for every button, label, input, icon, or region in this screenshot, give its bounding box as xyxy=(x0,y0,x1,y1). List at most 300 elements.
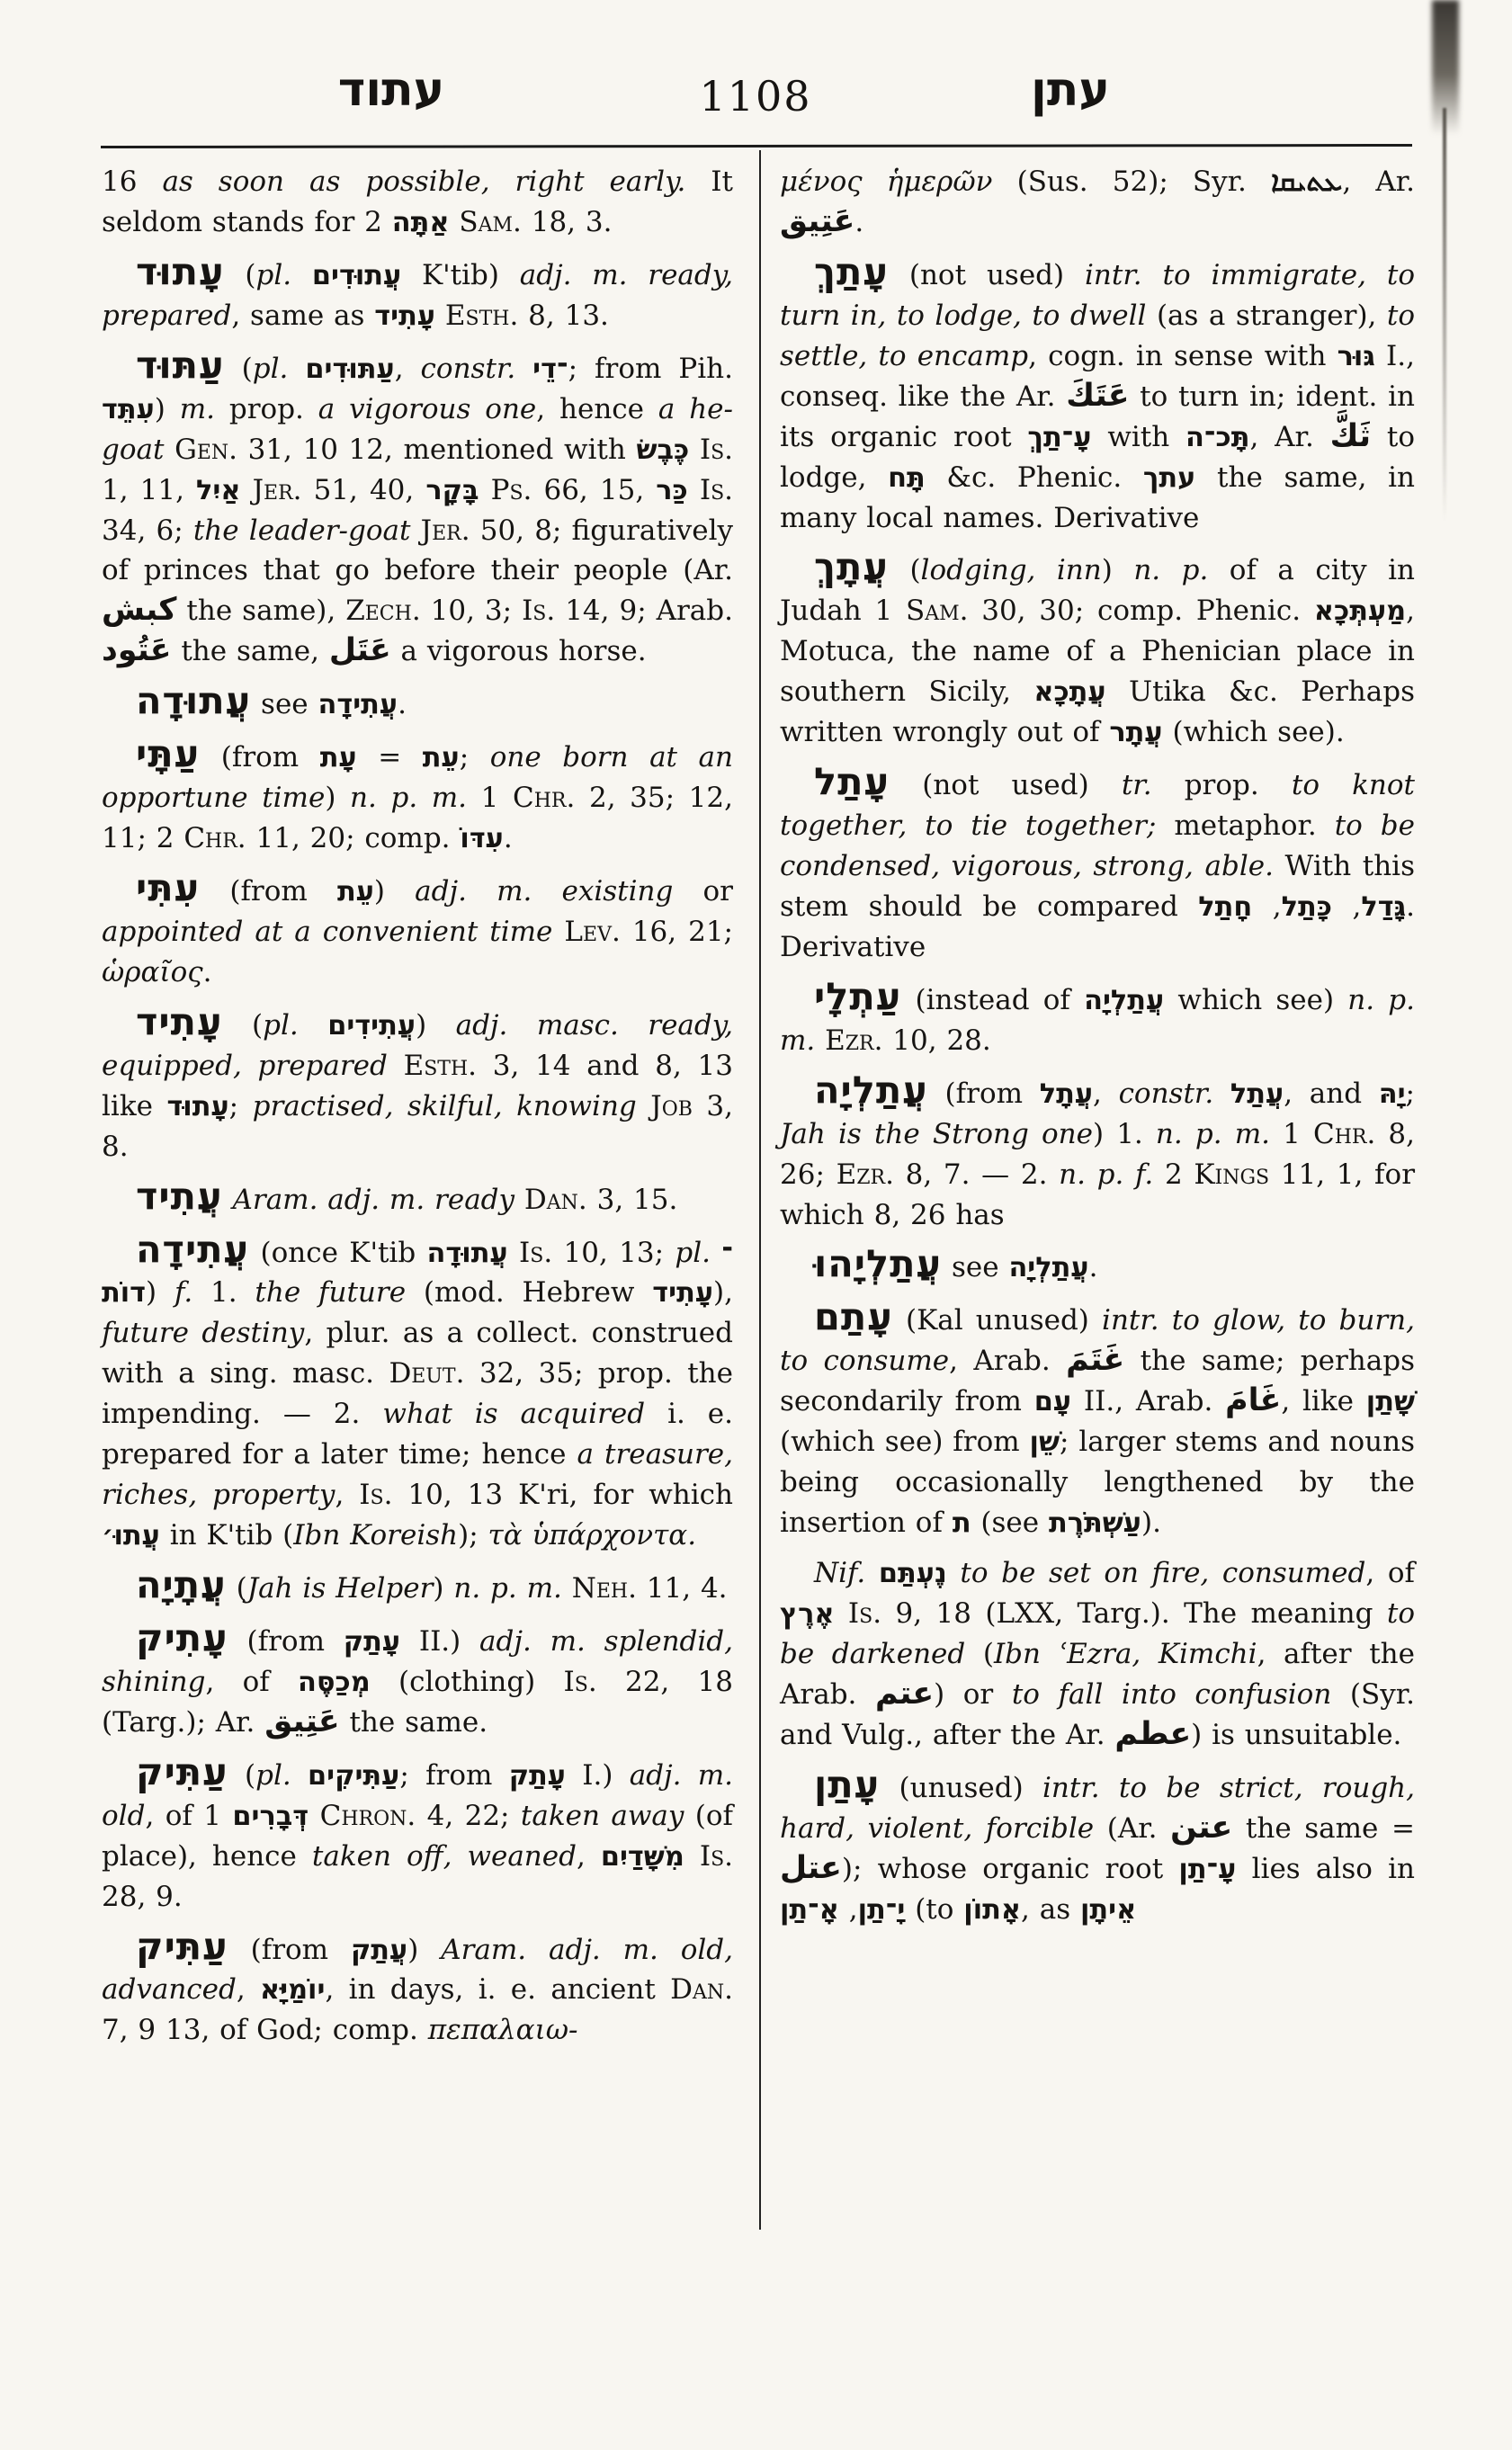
body-text: , xyxy=(1331,890,1362,923)
body-text: which see) xyxy=(1164,983,1348,1016)
body-text: i. e. prepared for a later time; hence xyxy=(102,1398,733,1471)
scripture-ref: Jer. xyxy=(420,514,470,547)
scripture-ref: Is. xyxy=(519,1236,553,1269)
page-number: 1108 xyxy=(699,72,812,121)
body-text xyxy=(388,1050,404,1082)
hebrew-word: עָתוּד xyxy=(166,1090,229,1122)
body-text xyxy=(865,1557,879,1589)
column-divider xyxy=(759,150,761,2230)
body-text: I.) xyxy=(566,1758,630,1792)
hebrew-headword: עַתִּיק xyxy=(136,1748,228,1793)
hebrew-word: עֲתִידָה xyxy=(318,689,398,721)
body-text: with xyxy=(1091,420,1186,453)
body-text: ) xyxy=(416,1008,456,1042)
body-text: 10, 13 K'ri, for which xyxy=(392,1479,733,1512)
body-text: . xyxy=(503,822,513,855)
hebrew-word: כֶּבֶשׂ xyxy=(636,434,690,466)
hebrew-word: חָתַל xyxy=(1198,890,1253,923)
body-text: K'tib) xyxy=(401,258,520,291)
hebrew-word: ת xyxy=(952,1507,971,1540)
hebrew-headword: עָתִיד xyxy=(136,998,223,1043)
greek-text: τὰ ὑπάρχοντα. xyxy=(488,1519,697,1552)
hebrew-word: מְכַסֶּה xyxy=(298,1666,371,1698)
scripture-ref: Chr. xyxy=(183,822,246,855)
body-text: to lodge, xyxy=(780,420,1415,494)
hebrew-word: תָּח xyxy=(888,461,926,494)
body-text: to turn in; ident. in its organic root xyxy=(780,380,1415,453)
italic-text: a vigorous one xyxy=(318,392,537,425)
body-text: 11, 1, for which 8, 26 has xyxy=(780,1158,1416,1231)
hebrew-headword: עָתַם xyxy=(814,1294,893,1339)
scripture-ref: Is. xyxy=(699,1839,733,1873)
body-text: 66, 15, xyxy=(532,473,657,506)
scripture-ref: Is. xyxy=(847,1596,882,1630)
body-text: It seldom stands for xyxy=(102,165,734,238)
hebrew-word: עָתִיד xyxy=(374,300,436,332)
scripture-ref: Kings xyxy=(1194,1158,1270,1191)
body-text: , of xyxy=(1365,1557,1415,1589)
body-text: 2 xyxy=(1153,1158,1194,1191)
body-text: (from xyxy=(200,741,320,774)
body-text: Utika &c. Perhaps written wrongly out of xyxy=(780,675,1416,749)
body-text: (of place), hence xyxy=(102,1799,734,1873)
scripture-ref: Chr. xyxy=(513,782,576,815)
body-text: , Ar. xyxy=(1249,420,1330,453)
body-text: ( xyxy=(222,1008,264,1042)
hebrew-word: עַתִּיקִים xyxy=(308,1759,400,1792)
body-text: (from xyxy=(228,1933,351,1966)
scripture-ref: Deut. xyxy=(389,1357,465,1390)
body-text: metaphor. xyxy=(1156,809,1335,843)
dictionary-entry xyxy=(102,993,733,1167)
scripture-ref: Ezr. xyxy=(836,1158,894,1191)
body-text: or xyxy=(673,875,733,908)
italic-text: intr. to glow, to burn, to consume xyxy=(780,1304,1415,1378)
body-text: the same), xyxy=(176,595,346,628)
arabic-word: عتم xyxy=(874,1675,935,1712)
body-text: ) xyxy=(433,1572,454,1605)
scripture-ref: Is. xyxy=(522,595,556,628)
hebrew-word: תָּכ־ה xyxy=(1185,421,1250,453)
hebrew-word: עֲתוּדִים xyxy=(311,259,402,291)
hebrew-word: אַתָּה xyxy=(391,206,450,238)
body-text: , like xyxy=(1281,1385,1366,1418)
scripture-ref: Chron. xyxy=(319,1799,416,1832)
scripture-ref: Is. xyxy=(563,1665,597,1698)
body-text: ) xyxy=(1101,554,1134,587)
italic-text: Nif. xyxy=(814,1557,866,1589)
arabic-word: عتن xyxy=(1170,1809,1233,1846)
arabic-word: غَتَمَ xyxy=(1066,1342,1125,1379)
scripture-ref: Is. xyxy=(359,1479,393,1512)
italic-text: pl. xyxy=(255,1758,291,1792)
dictionary-entry xyxy=(102,336,733,673)
hebrew-headword: עֲתָיָה xyxy=(136,1562,227,1606)
body-text: ) xyxy=(146,1276,174,1310)
italic-text: Ibn Koreish xyxy=(293,1519,459,1552)
hebrew-word: עֲתוּדָה xyxy=(426,1237,508,1269)
body-text: (see xyxy=(971,1507,1049,1540)
body-text: of a city in Judah 1 xyxy=(780,554,1416,628)
body-text: . xyxy=(1088,1251,1098,1284)
body-text: the same. xyxy=(339,1705,488,1739)
body-text xyxy=(479,474,491,506)
greek-text: ὡραῖος xyxy=(102,955,203,988)
hebrew-word: עָת xyxy=(319,742,357,774)
hebrew-headword: עָתַל xyxy=(814,759,890,804)
body-text: 8, 26; xyxy=(780,1117,1416,1191)
hebrew-word: מִשָּׁדַיִם xyxy=(600,1840,684,1873)
hebrew-word: עָ־תַךְ xyxy=(1027,421,1092,453)
scripture-ref: Ezr. xyxy=(825,1024,883,1057)
body-text: (Kal unused) xyxy=(892,1304,1103,1337)
hebrew-word: עֲתִידִים xyxy=(327,1009,416,1042)
body-text: , of xyxy=(145,1799,204,1832)
body-text: II., Arab. xyxy=(1071,1385,1226,1418)
body-text: , xyxy=(576,1839,601,1873)
body-text: &c. Phenic. xyxy=(925,460,1143,494)
body-text: ) xyxy=(154,392,180,425)
arabic-word: ثَكَّ xyxy=(1329,417,1372,454)
left-column xyxy=(102,162,733,2051)
scripture-ref: Esth. xyxy=(444,299,519,332)
body-text: . Derivative xyxy=(780,890,1415,963)
body-text: (clothing) xyxy=(370,1665,564,1698)
italic-text: Jah is Helper xyxy=(246,1572,434,1605)
arabic-word: كبش xyxy=(102,592,177,629)
body-text: 1 xyxy=(1269,1117,1313,1150)
body-text: , same as xyxy=(231,299,375,332)
body-text: = xyxy=(356,741,423,774)
body-text: , xyxy=(335,1479,360,1512)
hebrew-word: עתך xyxy=(1142,461,1196,494)
italic-text: one born at an opportune time xyxy=(102,741,733,815)
header-keyword-left: עתוד xyxy=(337,63,445,117)
body-text xyxy=(164,434,174,466)
body-text: (from xyxy=(927,1077,1040,1110)
italic-text: to fall into confusion xyxy=(1011,1677,1332,1711)
body-text: 10, 13; xyxy=(552,1236,675,1269)
body-text: ( xyxy=(224,352,253,385)
italic-text: to settle, to encamp xyxy=(780,299,1415,372)
scripture-ref: Is. xyxy=(699,473,734,506)
hebrew-word: מַעְתְּכָא xyxy=(1313,595,1407,628)
dictionary-entry xyxy=(102,1221,733,1557)
body-text xyxy=(240,474,252,506)
scripture-ref: Neh. xyxy=(571,1572,637,1605)
right-column xyxy=(780,162,1415,1929)
hebrew-word: יוֹמַיָּא xyxy=(260,1974,326,2007)
body-text: 11, 4. xyxy=(636,1572,728,1605)
italic-text: to be condensed, vigorous, strong, able. xyxy=(780,809,1415,882)
italic-text: m. xyxy=(179,392,216,425)
hebrew-word: עָתַק xyxy=(343,1625,401,1658)
body-text xyxy=(637,1090,650,1122)
body-text: the same; perhaps secondarily from xyxy=(780,1345,1415,1418)
scripture-ref: Sam. xyxy=(459,205,522,238)
continuation-paragraph xyxy=(102,162,733,243)
body-text: . xyxy=(398,688,407,721)
body-text: , and xyxy=(1284,1077,1379,1110)
body-text: . xyxy=(854,205,864,238)
arabic-word: عطم xyxy=(1114,1715,1192,1752)
body-text: prop. xyxy=(1151,769,1292,802)
body-text: , xyxy=(236,1973,261,2007)
body-text: (from xyxy=(200,875,337,908)
dictionary-entry xyxy=(780,753,1415,968)
body-text: , xyxy=(1252,890,1282,923)
dictionary-entry xyxy=(780,538,1415,753)
hebrew-word: עֵת xyxy=(336,876,374,908)
body-text: a vigorous horse. xyxy=(390,635,647,668)
body-text: ) 1. xyxy=(1092,1117,1156,1150)
body-text: ) is unsuitable. xyxy=(1191,1718,1402,1751)
italic-text: Ibn ʿEzra, Kimchi xyxy=(993,1637,1257,1670)
hebrew-word: עֵת xyxy=(422,742,460,774)
dictionary-entry xyxy=(102,1609,733,1743)
hebrew-headword: עַתּוּד xyxy=(136,342,225,387)
body-text: , Motuca, the name of a Phenician place in southern Sicily, xyxy=(780,595,1415,709)
body-text: 1 xyxy=(467,782,514,815)
body-text: ); xyxy=(458,1519,488,1552)
body-text xyxy=(562,1572,572,1605)
body-text: 3, 14 and 8, 13 like xyxy=(102,1049,734,1122)
body-text: 3, 8. xyxy=(102,1089,733,1163)
body-text: , Ar. xyxy=(1342,165,1415,198)
body-text: 22, 18 (Targ.); Ar. xyxy=(102,1665,733,1739)
italic-text: to be set on fire, consumed xyxy=(960,1557,1366,1589)
body-text: the same, in many local names. Derivative xyxy=(780,460,1416,534)
body-text: ; from xyxy=(399,1758,509,1792)
scripture-ref: Zech. xyxy=(345,595,421,628)
greek-text: μένος ἡμερῶν xyxy=(780,165,993,198)
hebrew-headword: עֲתַלְיָהוּ xyxy=(814,1241,943,1286)
italic-text: n. p. m. xyxy=(453,1572,562,1605)
italic-text: n. p. m. xyxy=(350,782,468,815)
arabic-word: عَتِيق xyxy=(264,1703,340,1739)
body-text: see xyxy=(251,688,318,721)
body-text: 1. xyxy=(192,1276,255,1310)
italic-text: the future xyxy=(255,1276,407,1310)
hebrew-word: אֵיתָן xyxy=(1079,1893,1137,1926)
hebrew-headword: עַתְלָי xyxy=(814,973,902,1018)
italic-text: intr. to be strict, rough, hard, violent, forcible xyxy=(780,1771,1415,1845)
italic-text: adj. m. existing xyxy=(415,875,674,908)
body-text xyxy=(291,1759,308,1792)
dictionary-entry xyxy=(780,1061,1415,1236)
hebrew-word: אַיִל xyxy=(196,474,241,506)
body-text: (which see) from xyxy=(780,1426,1030,1459)
header-keyword-right: עתן xyxy=(1030,63,1110,117)
dictionary-entry xyxy=(780,1543,1415,1756)
body-text: , xyxy=(838,1892,858,1926)
italic-text: n. p. xyxy=(1133,554,1209,587)
hebrew-word: יָ־תַן xyxy=(857,1893,906,1926)
body-text: prop. xyxy=(215,392,318,425)
arabic-word: عَتَل xyxy=(328,632,391,669)
continuation-paragraph xyxy=(780,162,1415,243)
hebrew-headword: עָתִיק xyxy=(136,1614,228,1659)
arabic-word: عَتَكَ xyxy=(1066,377,1130,414)
body-text: , in days, i. e. ancient xyxy=(325,1973,671,2007)
hebrew-word: עֲתַק xyxy=(350,1934,408,1966)
italic-text: adj. m. ready, prepared xyxy=(102,258,734,332)
italic-text: to be darkened xyxy=(780,1596,1416,1670)
italic-text: pl. xyxy=(675,1236,711,1269)
body-text: 11, 20; comp. xyxy=(246,822,461,855)
dictionary-entry xyxy=(102,1556,733,1609)
body-text: ); whose organic root xyxy=(841,1852,1179,1885)
body-text xyxy=(514,1184,524,1216)
hebrew-word: גָּדַל xyxy=(1361,890,1407,923)
hebrew-word: עֲתַלְיָה xyxy=(1008,1252,1089,1284)
body-text xyxy=(435,300,445,332)
scripture-ref: Job xyxy=(650,1089,693,1122)
body-text: 16, 21; xyxy=(620,915,734,948)
dictionary-entry xyxy=(780,243,1415,539)
body-text: see xyxy=(942,1251,1009,1284)
italic-text: Jah is the Strong one xyxy=(780,1117,1093,1150)
body-text: ( xyxy=(224,258,256,291)
body-text: . xyxy=(202,955,212,988)
body-text: 31, 10 12, mentioned with xyxy=(237,433,637,466)
body-text xyxy=(688,474,700,506)
hebrew-headword: עַתִּיק xyxy=(136,1923,228,1968)
arabic-word: عَتِيق xyxy=(780,202,855,239)
hebrew-word: דְּבָרִים xyxy=(232,1800,309,1832)
italic-text: n. p. m. xyxy=(780,983,1416,1057)
hebrew-word: עִתֵּד xyxy=(102,393,155,425)
italic-text: f. xyxy=(174,1276,193,1310)
hebrew-word: כַּר xyxy=(656,474,688,506)
dictionary-entry xyxy=(102,243,733,336)
dictionary-entry xyxy=(102,672,733,725)
hebrew-headword: עֲתָךְ xyxy=(814,544,889,589)
hebrew-word: עָם xyxy=(1033,1386,1072,1418)
body-text: 7, 9 13, of God; comp. xyxy=(102,2014,428,2047)
body-text: 9, 18 (LXX, Targ.). The meaning xyxy=(881,1596,1387,1630)
body-text: 16 xyxy=(102,165,163,198)
body-text: ), xyxy=(713,1276,733,1310)
body-text: (which see). xyxy=(1162,716,1345,749)
body-text: , xyxy=(394,352,421,385)
body-text: II.) xyxy=(400,1624,480,1658)
body-text: 1, 11, xyxy=(102,473,197,506)
body-text: ; xyxy=(1405,1077,1415,1110)
italic-text: lodging, inn xyxy=(920,554,1102,587)
body-text: (not used) xyxy=(888,258,1086,291)
body-text: 14, 9; Arab. xyxy=(555,595,733,628)
header-rule xyxy=(101,144,1412,148)
body-text xyxy=(410,514,420,547)
body-text: 28, 9. xyxy=(102,1880,183,1913)
body-text: 51, 40, xyxy=(301,473,426,506)
body-text xyxy=(508,1237,519,1269)
body-text xyxy=(689,434,700,466)
italic-text: a he-goat xyxy=(102,392,733,466)
hebrew-headword: עָתַן xyxy=(814,1761,881,1806)
body-text: ) xyxy=(407,1933,442,1966)
arabic-word: عتل xyxy=(780,1849,842,1886)
body-text: 3, 15. xyxy=(586,1183,678,1216)
body-text: ( xyxy=(888,554,921,587)
body-text: ; xyxy=(228,1089,253,1122)
body-text: 34, 6; xyxy=(102,514,193,547)
hebrew-headword: עָתַךְ xyxy=(814,248,889,293)
scan-artifact-line xyxy=(1443,108,1446,522)
body-text: (Sus. 52); Syr. xyxy=(992,165,1272,198)
body-text: 1 xyxy=(203,1799,320,1832)
hebrew-word: עֲתַל xyxy=(1230,1077,1284,1110)
italic-text: as soon as possible, right early. xyxy=(162,165,686,198)
italic-text: a treasure, riches, property xyxy=(102,1438,733,1512)
italic-text: pl. xyxy=(255,258,292,291)
body-text: ) or xyxy=(934,1677,1012,1711)
dictionary-entry xyxy=(102,1918,733,2052)
body-text xyxy=(1213,1077,1230,1110)
body-text xyxy=(515,353,532,385)
body-text: 2, 35; 12, 11; 2 xyxy=(102,782,733,855)
body-text xyxy=(223,1184,233,1216)
body-text xyxy=(815,1024,825,1057)
hebrew-word: עַשְׁתֹּרֶת xyxy=(1048,1507,1141,1540)
body-text: (Ar. xyxy=(1094,1811,1171,1845)
body-text: , hence xyxy=(536,392,658,425)
body-text xyxy=(291,259,312,291)
hebrew-word: עָתִיד xyxy=(652,1277,714,1310)
body-text: (not used) xyxy=(890,769,1122,802)
body-text: 8, 7. — 2. xyxy=(893,1158,1060,1191)
italic-text: constr. xyxy=(420,352,516,385)
body-text: (as a stranger), xyxy=(1146,299,1387,332)
hebrew-headword: עֲתִיד xyxy=(136,1173,223,1218)
hebrew-word: אָתוֹן xyxy=(963,1893,1022,1926)
body-text: (instead of xyxy=(901,983,1085,1016)
scripture-ref: Lev. xyxy=(564,915,621,948)
italic-text: tr. xyxy=(1121,769,1152,802)
italic-text: n. p. m. xyxy=(1155,1117,1270,1150)
arabic-word: عَتُود xyxy=(102,632,172,669)
italic-text: Aram. adj. m. ready xyxy=(232,1183,515,1216)
italic-text: constr. xyxy=(1118,1077,1214,1110)
body-text xyxy=(711,1237,721,1269)
scripture-ref: Sam. xyxy=(905,595,969,628)
italic-text: adj. m. splendid, shining xyxy=(102,1624,734,1698)
hebrew-word: עָ־תַן xyxy=(1178,1853,1237,1885)
hebrew-headword: עַתָּי xyxy=(136,731,201,776)
body-text: , Arab. xyxy=(949,1345,1067,1378)
hebrew-word: עַתּוּדִים xyxy=(305,353,395,385)
hebrew-word: בָּקָר xyxy=(425,474,479,506)
syriac-word: ܥܬܝܩܐ xyxy=(1271,165,1343,198)
italic-text: Aram. adj. m. old, advanced xyxy=(102,1933,734,2007)
italic-text: intr. to immigrate, to turn in, to lodge, to dwell xyxy=(780,258,1415,332)
hebrew-word: עֲתָר xyxy=(1109,717,1163,749)
scripture-ref: Chr. xyxy=(1312,1117,1376,1150)
hebrew-word: עֲתַלְיָה xyxy=(1084,984,1165,1016)
body-text: , cogn. in sense with xyxy=(1028,339,1338,372)
body-text: 8, 13. xyxy=(518,299,609,332)
body-text: 18, 3. xyxy=(521,205,613,238)
hebrew-headword: עִתִּי xyxy=(136,865,201,909)
body-text: ( xyxy=(228,1758,256,1792)
body-text: 10, 28. xyxy=(882,1024,991,1057)
hebrew-word: עִדּוֹ xyxy=(460,823,504,855)
body-text: 32, 35; prop. the impending. — 2. xyxy=(102,1357,733,1431)
italic-text: n. p. f. xyxy=(1059,1158,1154,1191)
hebrew-headword: עֲתוּדָה xyxy=(136,678,252,723)
hebrew-word: ־דֵי xyxy=(532,353,568,385)
